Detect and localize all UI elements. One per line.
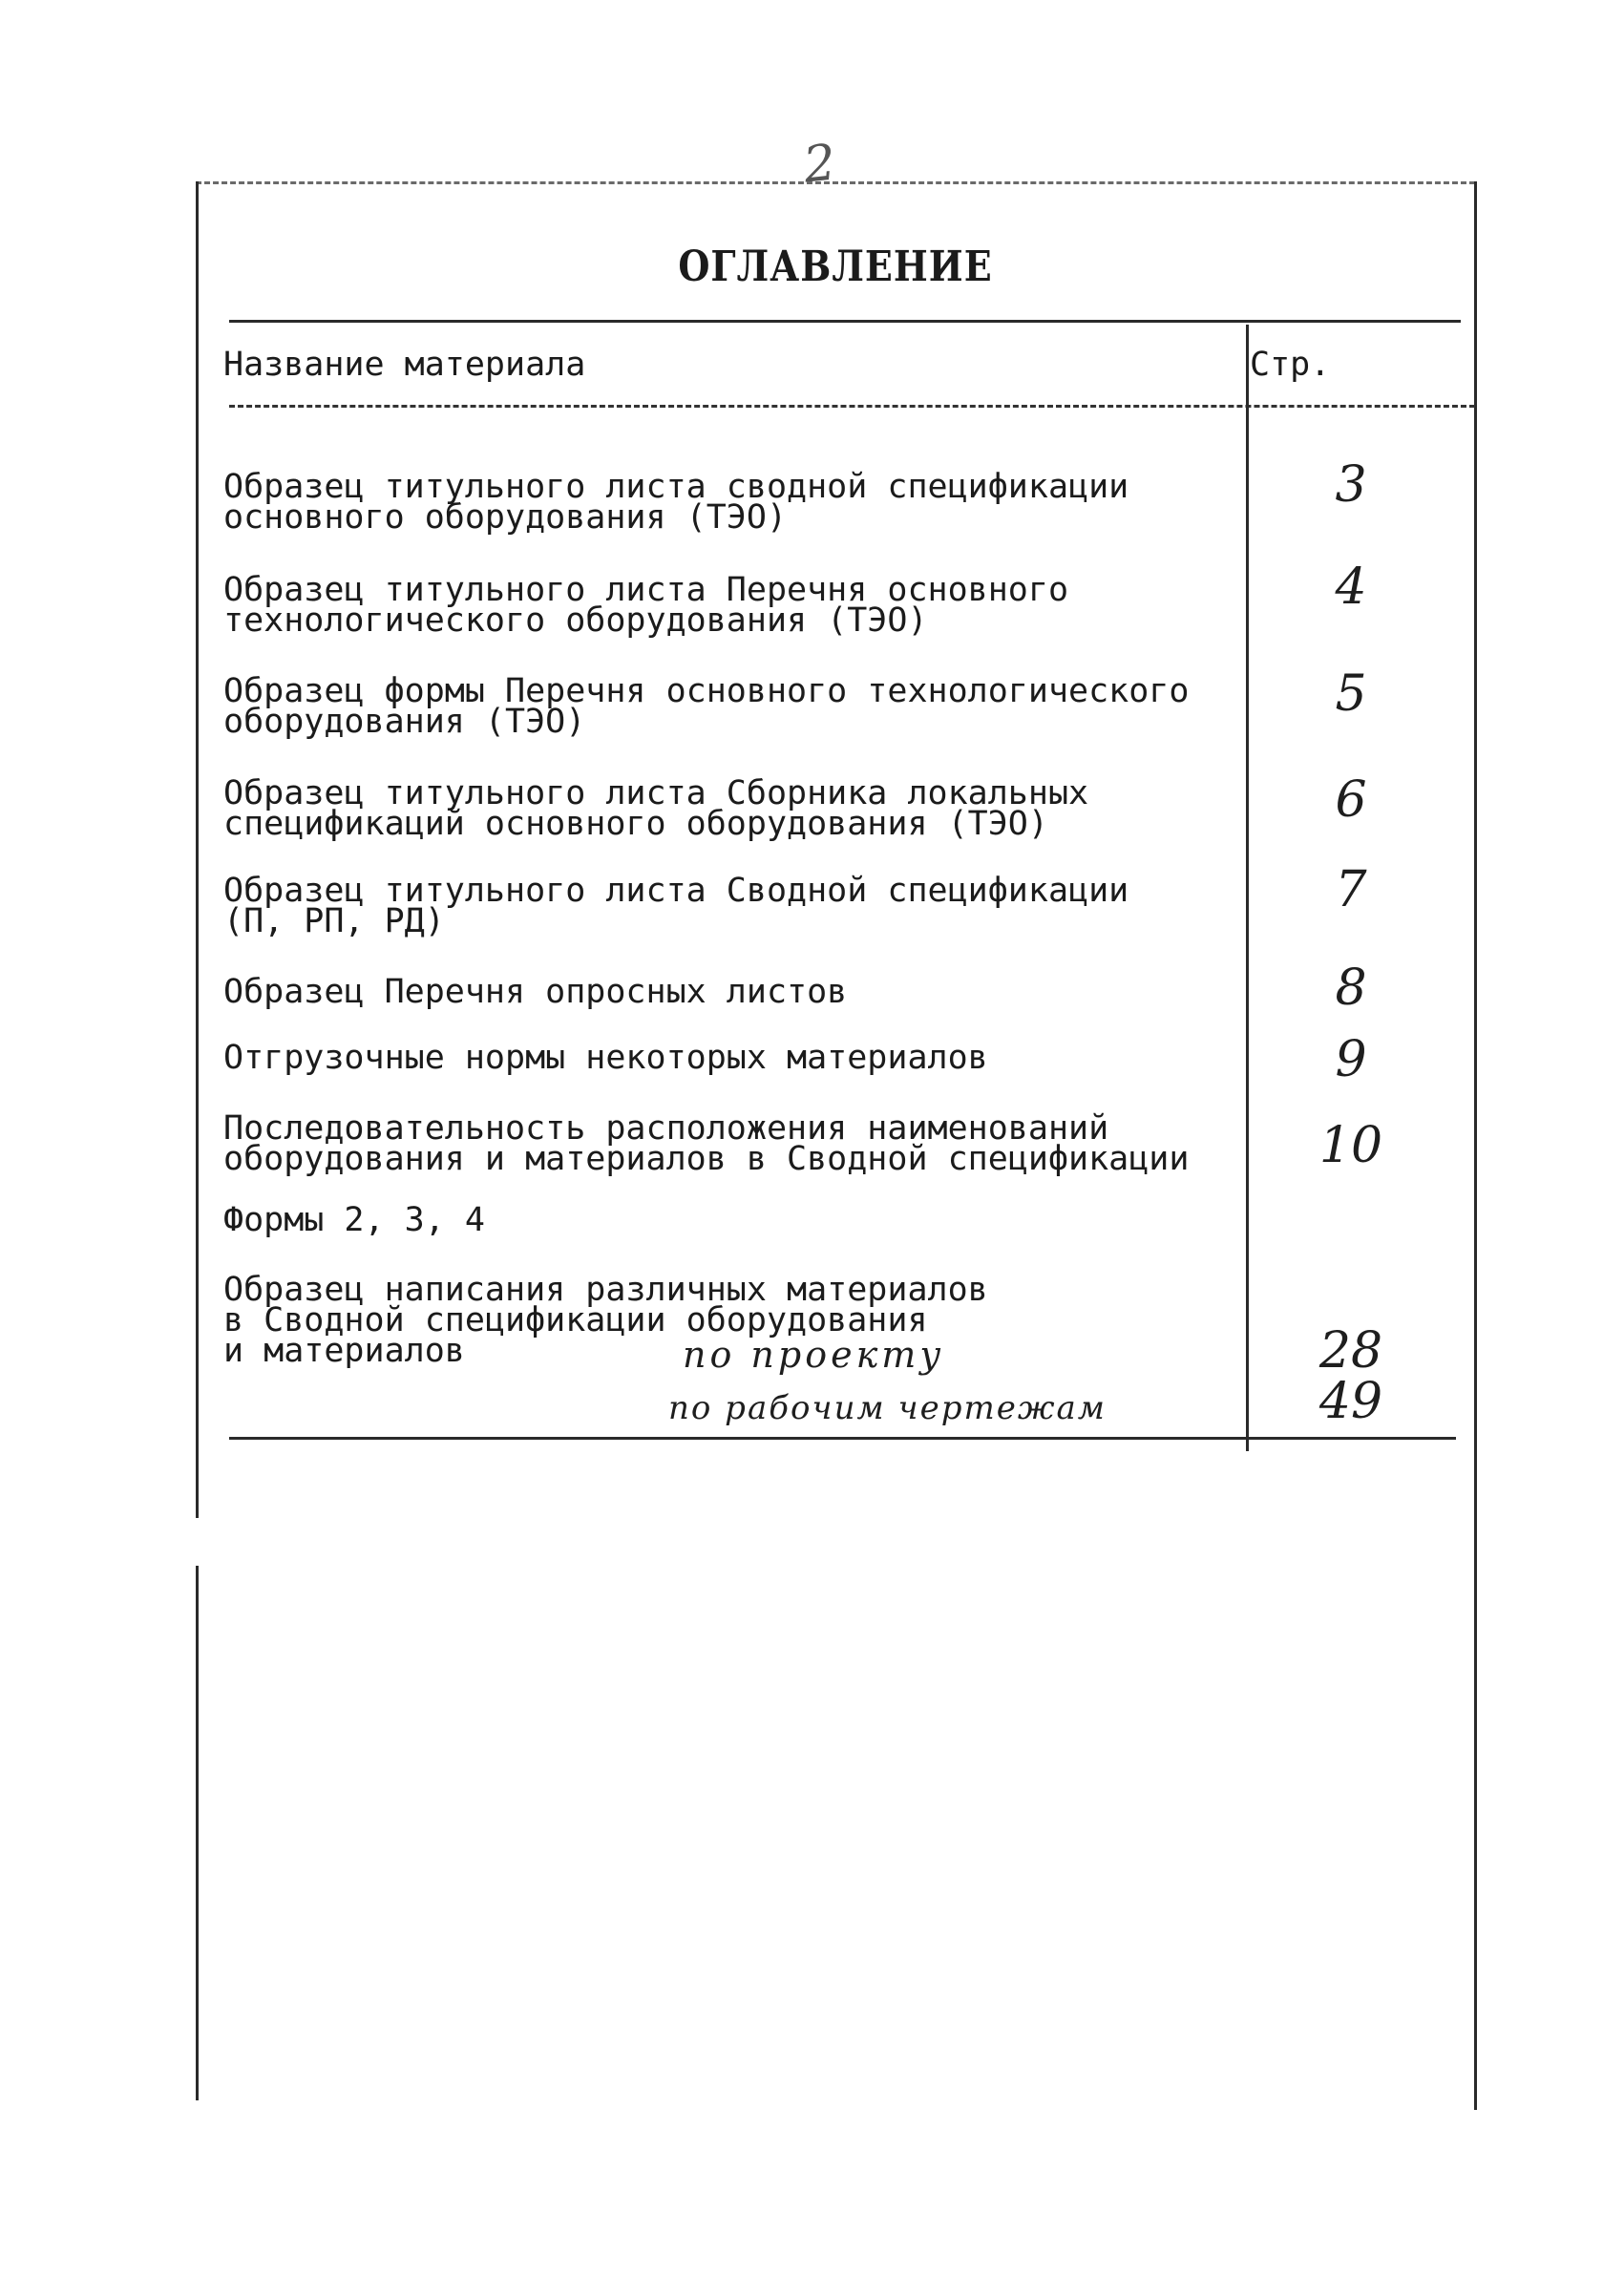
frame-right-border — [1474, 181, 1477, 2110]
toc-entry-text: Формы 2, 3, 4 — [223, 1201, 485, 1239]
toc-entry-page: 28 — [1318, 1322, 1383, 1380]
toc-entry-page: 3 — [1335, 456, 1367, 514]
frame-left-border-lower — [196, 1566, 199, 2100]
toc-entry-page: 10 — [1318, 1117, 1383, 1174]
frame-top-border — [196, 181, 1475, 184]
toc-entry-text: Образец титульного листа Сборника локальных спецификаций основного оборудования (ТЭО) — [223, 774, 1089, 843]
toc-entry-text: Последовательность расположения наименований оборудования и материалов в Сводной спецификации — [223, 1109, 1190, 1178]
handwritten-note-project: по проекту — [683, 1334, 945, 1376]
toc-entry-text: Отгрузочные нормы некоторых материалов — [223, 1039, 988, 1077]
column-header-name: Название материала — [223, 346, 586, 384]
toc-entry-text: Образец титульного листа сводной спецификации основного оборудования (ТЭО) — [223, 468, 1129, 537]
toc-entry-text: Образец Перечня опросных листов — [223, 973, 848, 1011]
header-top-rule — [229, 320, 1461, 323]
page-number: 2 — [800, 134, 839, 195]
toc-entry-text: Образец формы Перечня основного технологического оборудования (ТЭО) — [223, 672, 1190, 741]
toc-entry-text: Образец титульного листа Перечня основного технологического оборудования (ТЭО) — [223, 571, 1069, 640]
toc-entry-page: 6 — [1335, 771, 1367, 829]
toc-entry-page: 5 — [1335, 665, 1367, 723]
toc-entry-page: 4 — [1335, 559, 1367, 616]
handwritten-page-number: 49 — [1318, 1373, 1383, 1430]
page-title: ОГЛАВЛЕНИЕ — [678, 241, 993, 291]
table-bottom-rule — [229, 1437, 1456, 1440]
header-bottom-rule — [229, 405, 1475, 408]
toc-entry-page: 7 — [1335, 861, 1367, 918]
handwritten-note-working-drawings: по рабочим чертежам — [668, 1389, 1107, 1427]
frame-left-border — [196, 181, 199, 1518]
column-header-page: Стр. — [1250, 346, 1331, 384]
toc-entry-text: Образец написания различных материалов в Сводной спецификации оборудования и материалов — [223, 1271, 988, 1370]
toc-entry-page: 8 — [1335, 959, 1367, 1017]
toc-entry-text: Образец титульного листа Сводной спецификации (П, РП, РД) — [223, 872, 1129, 940]
toc-entry-page: 9 — [1335, 1031, 1367, 1088]
